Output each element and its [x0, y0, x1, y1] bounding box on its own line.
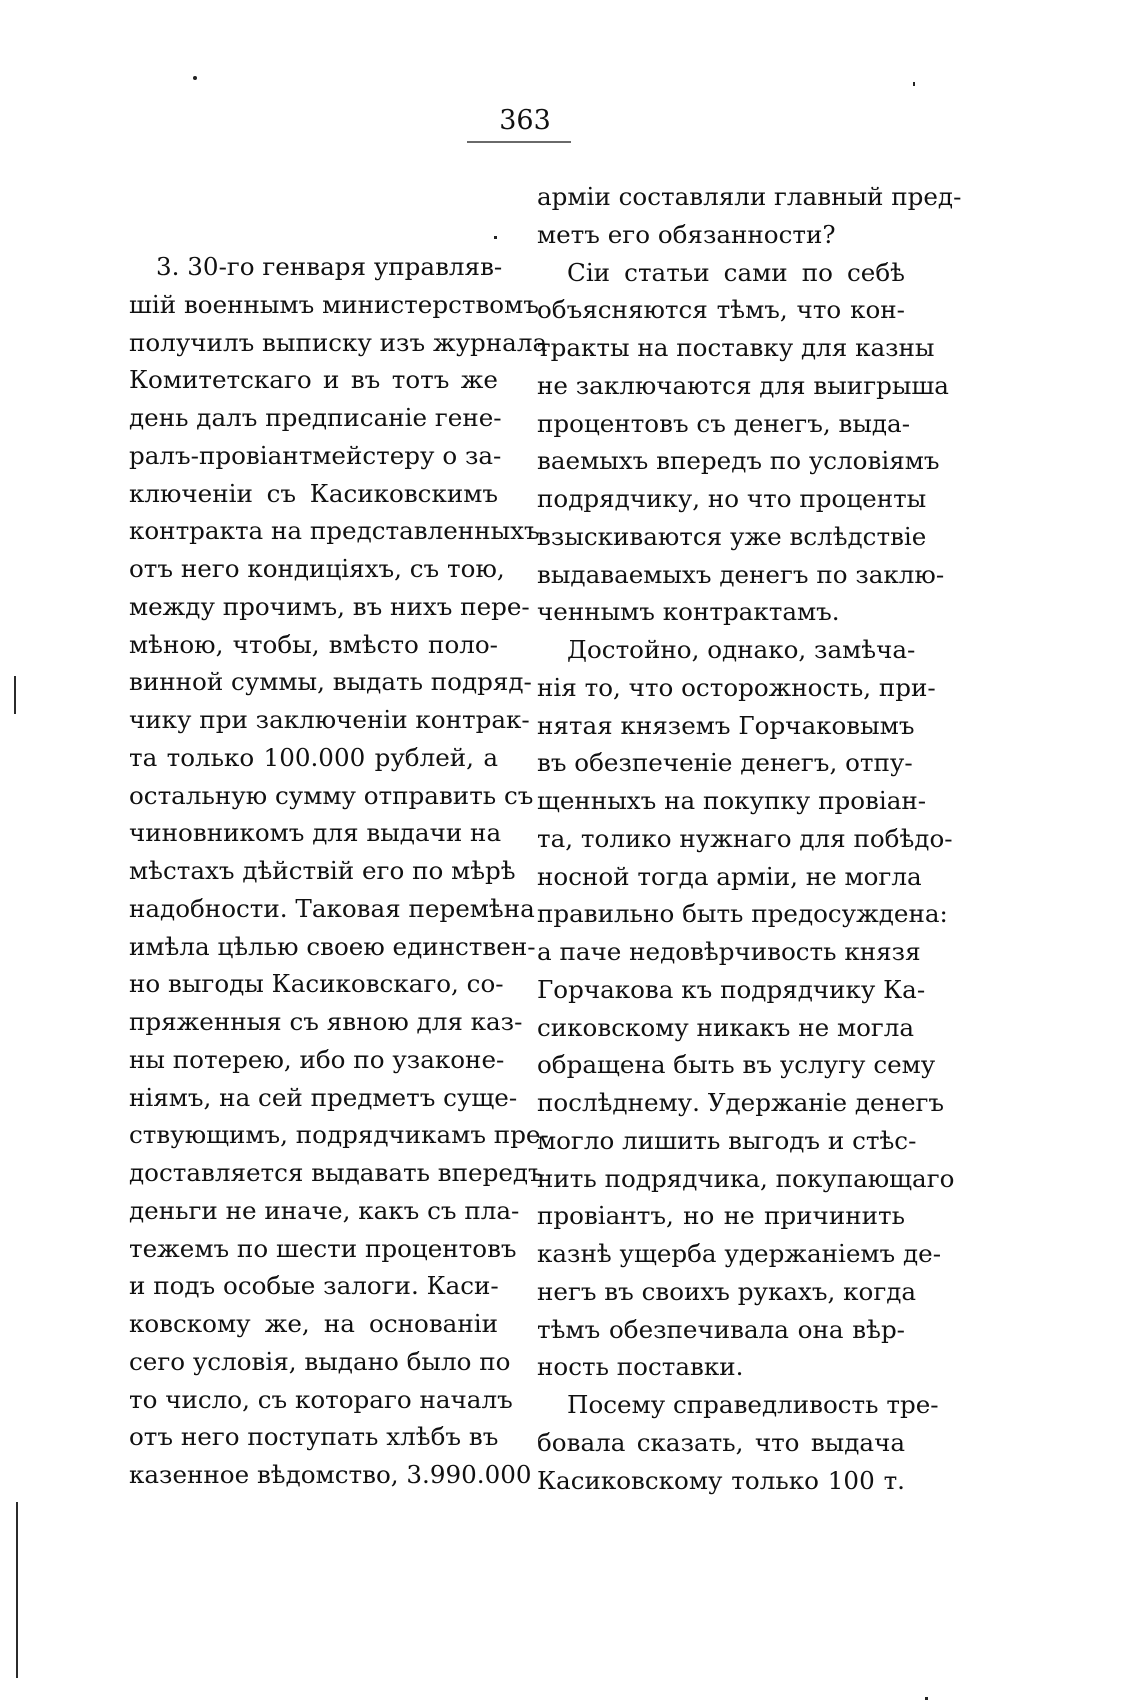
text-line: деньги не иначе, какъ съ пла- [129, 1195, 520, 1225]
text-line: имѣла цѣлью своею единствен- [129, 931, 536, 961]
left-column [129, 248, 549, 1494]
text-line: между прочимъ, въ нихъ пере- [129, 591, 530, 621]
text-line: винной суммы, выдать подряд- [129, 667, 532, 697]
text-line: а паче недовѣрчивость князя [537, 937, 921, 966]
text-line: контракта на представленныхъ [129, 516, 540, 546]
text-line: нія то, что осторожность, при- [537, 672, 936, 702]
text-line: правильно быть предосуждена: [537, 899, 948, 929]
text-line: казенное вѣдомство, 3.990.000 [129, 1460, 532, 1489]
text-line: тѣмъ обезпечивала она вѣр- [537, 1314, 905, 1344]
right-paragraph-3 [537, 631, 955, 1386]
text-line: то число, съ котораго началъ [129, 1384, 513, 1414]
text-line: получилъ выписку изъ журнала [129, 327, 548, 357]
text-line: послѣднему. Удержаніе денегъ [537, 1088, 945, 1117]
left-paragraph [129, 248, 549, 1494]
text-line: та, толико нужнаго для побѣдо- [537, 823, 953, 853]
text-line: пряженныя съ явною для каз- [129, 1007, 523, 1036]
text-line: щенныхъ на покупку провіан- [537, 786, 927, 815]
right-paragraph-continued [537, 178, 962, 254]
text-line: ніямъ, на сей предметъ суще- [129, 1082, 518, 1112]
text-line: мѣною, чтобы, вмѣсто поло- [129, 629, 498, 659]
text-line: могло лишить выгодъ и стѣс- [537, 1125, 917, 1155]
text-line: въ обезпеченіе денегъ, отпу- [537, 748, 913, 778]
text-line: надобности. Таковая перемѣна [129, 893, 535, 923]
scan-speck [913, 82, 915, 86]
text-line: Комитетскаго и въ тотъ же [129, 365, 498, 395]
margin-mark [16, 1502, 18, 1678]
text-line: не заключаются для выигрыша [537, 370, 949, 400]
text-line: объясняются тѣмъ, что кон- [537, 295, 905, 325]
text-line: метъ его обязанности? [537, 219, 836, 249]
text-line: бовала сказать, что выдача [537, 1427, 905, 1457]
scan-speck [494, 236, 497, 239]
text-line: Достойно, однако, замѣча- [567, 635, 916, 664]
text-line: обращена быть въ услугу сему [537, 1050, 936, 1080]
text-line: та только 100.000 рублей, а [129, 742, 498, 772]
text-line: сиковскому никакъ не могла [537, 1012, 915, 1042]
text-line: ковскому же, на основаніи [129, 1309, 498, 1338]
text-line: ключеніи съ Касиковскимъ [129, 478, 498, 508]
text-line: провіантъ, но не причинить [537, 1201, 905, 1231]
text-line: арміи составляли главный пред- [537, 182, 962, 211]
text-line: отъ него поступать хлѣбъ въ [129, 1422, 499, 1452]
text-line: чику при заключеніи контрак- [129, 705, 530, 734]
page-number: 363 [499, 105, 551, 136]
text-line: ность поставки. [537, 1352, 744, 1382]
text-line: Горчакова къ подрядчику Ка- [537, 974, 926, 1004]
text-line: мѣстахъ дѣйствій его по мѣрѣ [129, 856, 516, 885]
text-line: остальную сумму отправить съ [129, 780, 534, 810]
text-line: тракты на поставку для казны [537, 333, 935, 362]
text-line: казнѣ ущерба удержаніемъ де- [537, 1239, 942, 1268]
text-line: шій военнымъ министерствомъ [129, 289, 539, 319]
text-line: носной тогда арміи, не могла [537, 861, 922, 891]
text-line: негъ въ своихъ рукахъ, когда [537, 1276, 917, 1306]
page-number-rule [467, 141, 571, 143]
text-line: нятая княземъ Горчаковымъ [537, 710, 915, 740]
text-line: ствующимъ, подрядчикамъ пре- [129, 1120, 549, 1150]
text-line: доставляется выдавать впередъ [129, 1158, 544, 1187]
text-line: взыскиваются уже вслѣдствіе [537, 521, 927, 551]
text-line: ны потерею, ибо по узаконе- [129, 1044, 505, 1074]
text-line: Посему справедливость тре- [567, 1390, 939, 1419]
right-paragraph-4 [537, 1386, 939, 1499]
text-line: но выгоды Касиковскаго, со- [129, 969, 504, 999]
text-line: Сіи статьи сами по себѣ [567, 257, 905, 287]
text-line: выдаваемыхъ денегъ по заклю- [537, 559, 945, 589]
scan-speck [193, 76, 197, 80]
text-line: ралъ-провіантмейстеру о за- [129, 440, 502, 470]
text-line: Касиковскому только 100 т. [537, 1465, 905, 1495]
right-column [537, 178, 962, 1499]
text-line: сего условія, выдано было по [129, 1346, 511, 1376]
margin-mark [14, 676, 16, 714]
text-line: отъ него кондиціяхъ, съ тою, [129, 554, 505, 583]
text-line: ваемыхъ впередъ по условіямъ [537, 446, 940, 476]
text-line: 3. 30-го генваря управляв- [156, 252, 503, 281]
right-paragraph-2 [537, 254, 949, 632]
text-line: чиновникомъ для выдачи на [129, 818, 502, 848]
text-line: ченнымъ контрактамъ. [537, 597, 840, 627]
text-line: день далъ предписаніе гене- [129, 403, 502, 432]
text-line: и подъ особые залоги. Каси- [129, 1271, 499, 1301]
text-line: подрядчику, но что проценты [537, 484, 927, 513]
scan-speck [925, 1697, 928, 1700]
text-line: тежемъ по шести процентовъ [129, 1233, 517, 1263]
text-line: нить подрядчика, покупающаго [537, 1163, 955, 1193]
text-line: процентовъ съ денегъ, выда- [537, 408, 911, 438]
